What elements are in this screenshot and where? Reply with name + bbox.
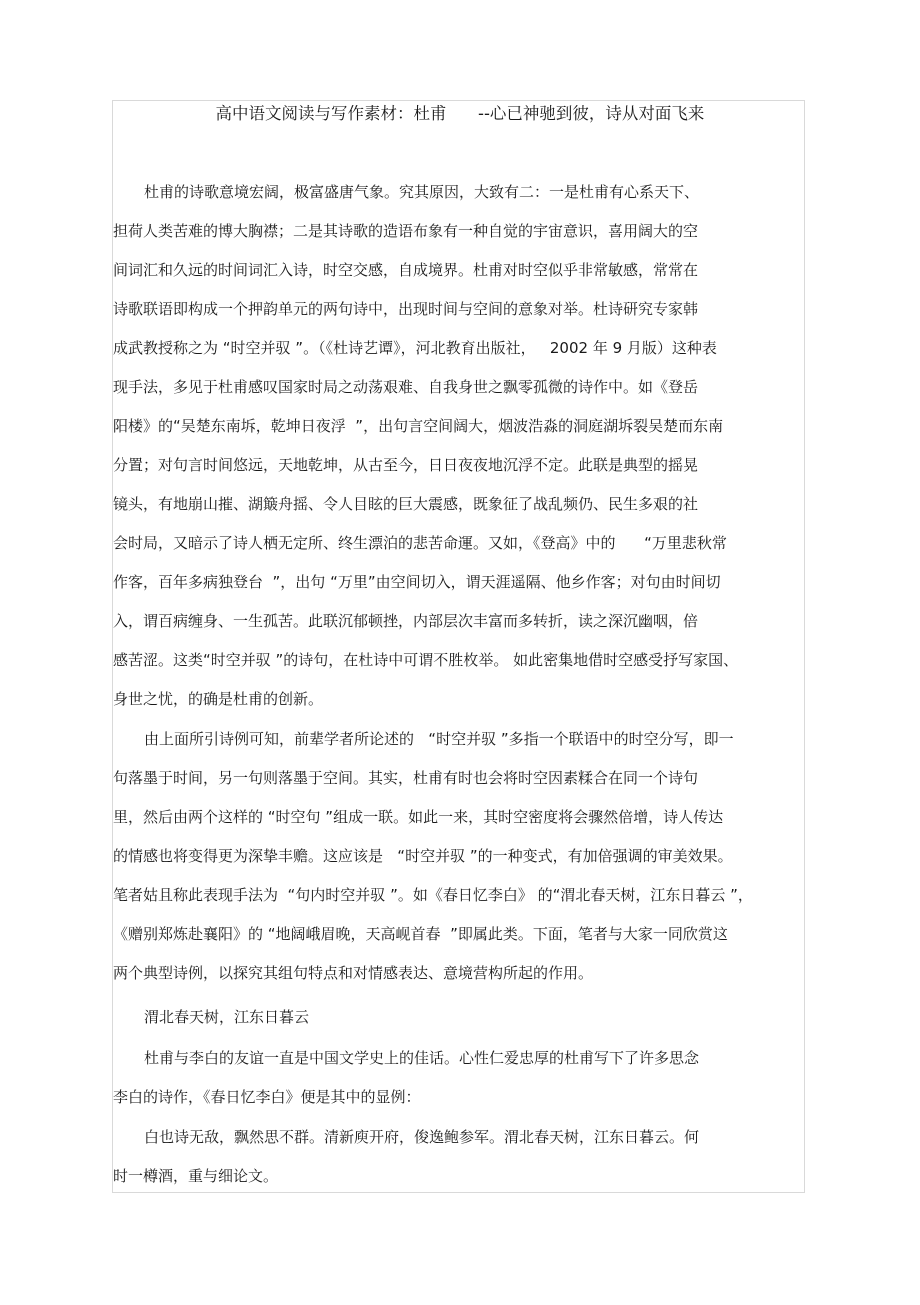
section-heading: 渭北春天树，江东日暮云 bbox=[144, 1008, 310, 1026]
text-line: 担荷人类苦难的博大胸襟；二是其诗歌的造语布象有一种自觉的宇宙意识，喜用阔大的空 bbox=[113, 222, 699, 240]
text-line: 里，然后由两个这样的 “时空句 ”组成一联。如此一来，其时空密度将会骤然倍增，诗人传达 bbox=[113, 808, 724, 826]
text-line: 杜甫的诗歌意境宏阔，极富盛唐气象。究其原因，大致有二：一是杜甫有心系天下、 bbox=[144, 183, 700, 201]
text-line: 《赠别郑炼赴襄阳》的 “地阔峨眉晚，天高岘首春 ”即属此类。下面，笔者与大家一同欣赏这 bbox=[113, 925, 728, 943]
poem-line: 时一樽酒，重与细论文。 bbox=[113, 1167, 279, 1185]
text-line: 现手法，多见于杜甫感叹国家时局之动荡艰难、自我身世之飘零孤微的诗作中。如《登岳 bbox=[113, 378, 699, 396]
text-line: 感苦涩。这类“时空并驭 ”的诗句，在杜诗中可谓不胜枚举。 如此密集地借时空感受抒写家国、 bbox=[113, 651, 739, 669]
text-line: 会时局，又暗示了诗人栖无定所、终生漂泊的悲苦命運。又如，《登高》中的 “万里悲秋常 bbox=[113, 534, 727, 552]
text-line: 诗歌联语即构成一个押韵单元的两句诗中，出现时间与空间的意象对举。杜诗研究专家韩 bbox=[113, 300, 699, 318]
text-line: 作客，百年多病独登台 ”，出句 “万里”由空间切入，谓天涯遥隔、他乡作客；对句由时间切 bbox=[113, 573, 721, 591]
text-line: 的情感也将变得更为深挚丰赡。这应该是 “时空并驭 ”的一种变式，有加倍强调的审美效果。 bbox=[113, 847, 733, 865]
text-line: 身世之忧，的确是杜甫的创新。 bbox=[113, 690, 324, 708]
text-line: 笔者姑且称此表现手法为 “句内时空并驭 ”。如《春日忆李白》 的“渭北春天树，江东日暮云 ”， bbox=[113, 886, 753, 904]
poem-line: 白也诗无敌，飘然思不群。清新庾开府，俊逸鲍参军。渭北春天树，江东日暮云。何 bbox=[144, 1128, 700, 1146]
text-line: 入，谓百病缠身、一生孤苦。此联沉郁顿挫，内部层次丰富而多转折，读之深沉幽咽，倍 bbox=[113, 612, 699, 630]
text-line: 成武教授称之为 “时空并驭 ”。（《杜诗艺谭》，河北教育出版社， 2002 年 9 月版）这种表 bbox=[113, 339, 717, 357]
text-line: 杜甫与李白的友谊一直是中国文学史上的佳话。心性仁爱忠厚的杜甫写下了许多思念 bbox=[144, 1049, 700, 1067]
text-line: 阳楼》的“吴楚东南坼，乾坤日夜浮 ”，出句言空间阔大，烟波浩淼的洞庭湖坼裂吴楚而东南 bbox=[113, 417, 724, 435]
page-title: 高中语文阅读与写作素材：杜甫 --心已神驰到彼，诗从对面飞来 bbox=[215, 104, 705, 123]
text-line: 分置；对句言时间悠远，天地乾坤，从古至今，日日夜夜地沉浮不定。此联是典型的摇晃 bbox=[113, 456, 699, 474]
text-line: 句落墨于时间，另一句则落墨于空间。其实，杜甫有时也会将时空因素糅合在同一个诗句 bbox=[113, 769, 699, 787]
text-line: 间词汇和久远的时间词汇入诗，时空交感，自成境界。杜甫对时空似乎非常敏感，常常在 bbox=[113, 261, 699, 279]
text-line: 李白的诗作，《春日忆李白》便是其中的显例： bbox=[113, 1088, 421, 1106]
text-line: 两个典型诗例，以探究其组句特点和对情感表达、意境营构所起的作用。 bbox=[113, 964, 594, 982]
text-line: 镜头，有地崩山摧、湖簸舟摇、令人目眩的巨大震感，既象征了战乱频仍、民生多艰的社 bbox=[113, 495, 699, 513]
text-line: 由上面所引诗例可知，前辈学者所论述的 “时空并驭 ”多指一个联语中的时空分写，即一 bbox=[144, 730, 734, 748]
